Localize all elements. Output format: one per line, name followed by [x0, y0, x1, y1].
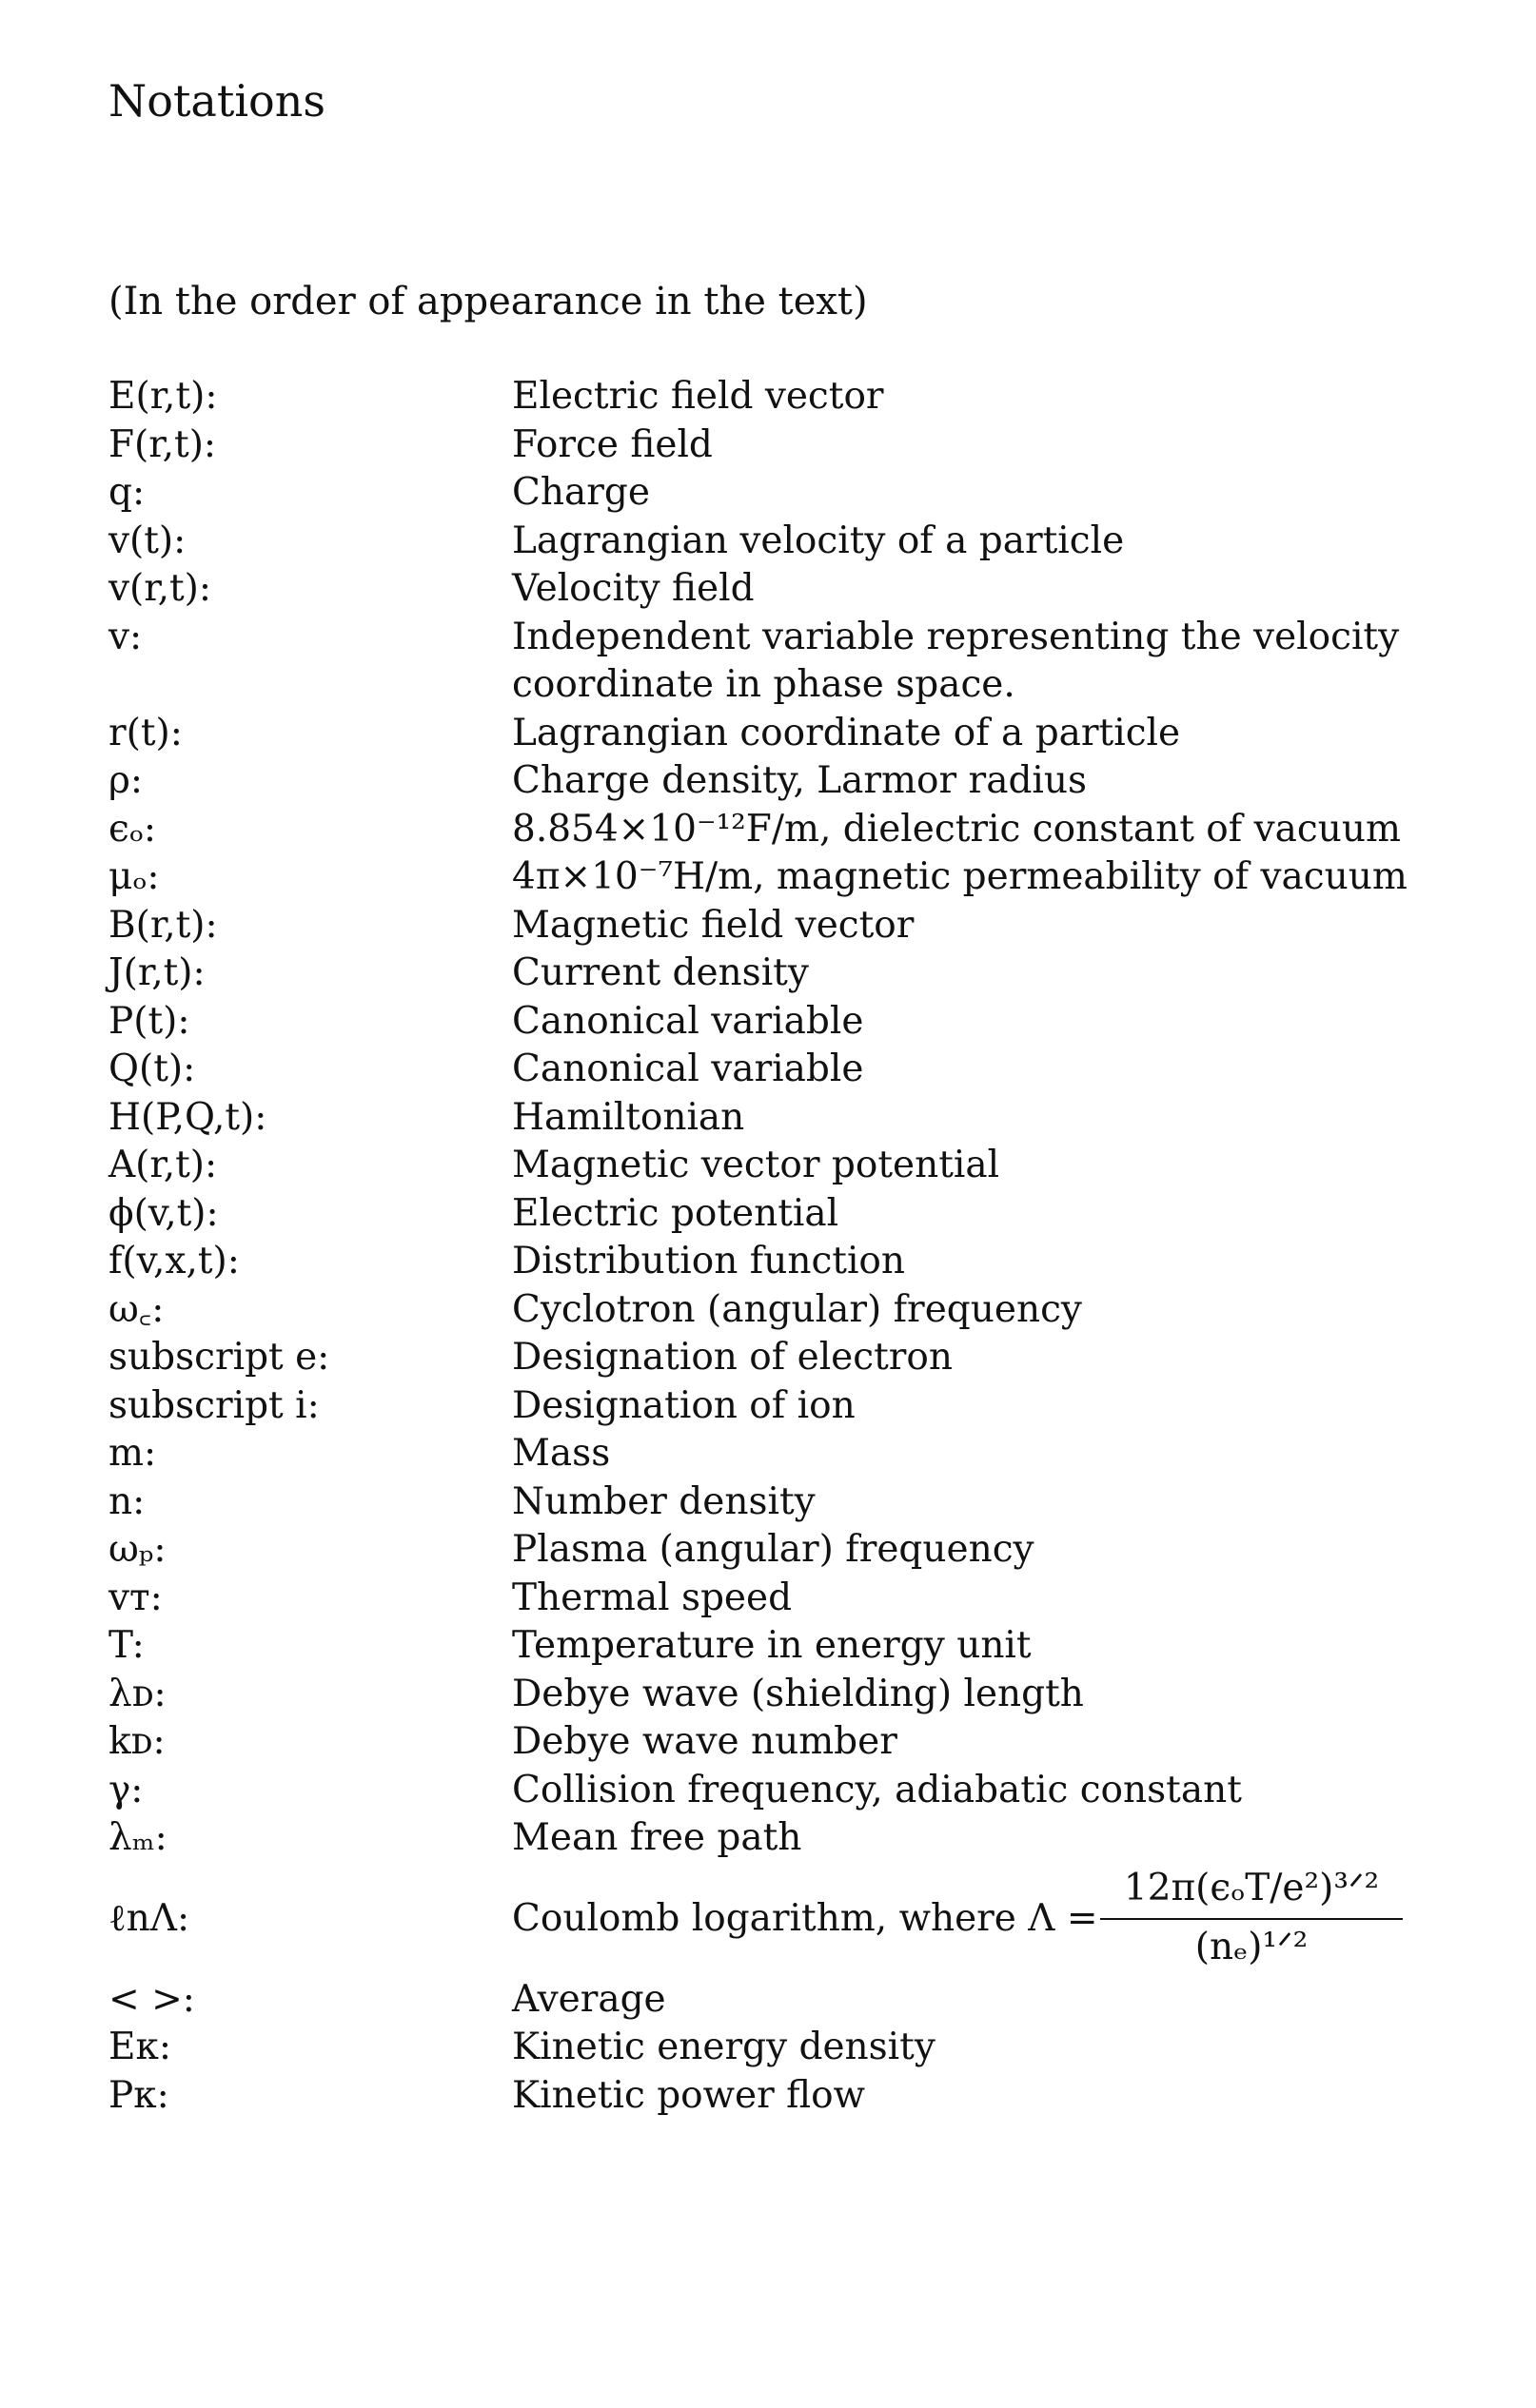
notation-row — [108, 1976, 1517, 2025]
notation-description: Number density — [512, 1479, 816, 1523]
notation-row — [108, 1767, 1517, 1815]
notation-description — [512, 1863, 1536, 1976]
notation-description: 4π×10⁻⁷H/m, magnetic permeability of vacuum — [512, 855, 1408, 898]
notation-symbol: λᴅ: — [108, 1672, 167, 1715]
notation-description: Charge density, Larmor radius — [512, 759, 1088, 802]
notation-description: 8.854×10⁻¹²F/m, dielectric constant of vacuum — [512, 807, 1401, 851]
notation-description: Magnetic vector potential — [512, 1144, 1000, 1186]
notation-row — [108, 1478, 1517, 1527]
coulomb-fraction — [1100, 1863, 1403, 1976]
notation-description: Mass — [512, 1432, 611, 1475]
notation-symbol: μₒ: — [108, 855, 160, 898]
notation-row — [108, 421, 1517, 470]
notation-description: Debye wave number — [512, 1720, 897, 1763]
fraction-bar — [1100, 1918, 1403, 1920]
notation-symbol: J(r,t): — [108, 951, 206, 994]
notation-row — [108, 902, 1517, 950]
notation-symbol: T: — [108, 1624, 145, 1667]
notation-description: Magnetic field vector — [512, 903, 915, 947]
notation-description: Lagrangian velocity of a particle — [512, 519, 1125, 562]
notation-description: Kinetic power flow — [512, 2073, 866, 2117]
notation-row — [108, 1190, 1517, 1239]
notation-symbol: ω꜀: — [108, 1287, 165, 1331]
notation-description: Temperature in energy unit — [512, 1624, 1032, 1667]
page-subtitle: (In the order of appearance in the text) — [108, 280, 868, 323]
notation-list — [108, 373, 1517, 2120]
notation-row — [108, 1718, 1517, 1767]
notation-description: Canonical variable — [512, 999, 864, 1043]
notation-description: Canonical variable — [512, 1047, 864, 1090]
notation-symbol: F(r,t): — [108, 422, 217, 466]
notation-row — [108, 1575, 1517, 1623]
notation-description: Independent variable representing the velocity coordinate in phase space. — [512, 615, 1400, 706]
notation-description: Plasma (angular) frequency — [512, 1528, 1034, 1571]
notation-symbol: ϵₒ: — [108, 807, 157, 851]
notation-row — [108, 1430, 1517, 1478]
notation-description: Thermal speed — [512, 1576, 793, 1619]
notation-row — [108, 1094, 1517, 1143]
notation-symbol: n: — [108, 1479, 146, 1523]
notation-symbol: kᴅ: — [108, 1720, 166, 1763]
coulomb-description-text: Coulomb logarithm, where Λ = — [512, 1896, 1098, 1940]
notation-row — [108, 1286, 1517, 1335]
notation-symbol: Pᴋ: — [108, 2073, 169, 2117]
notation-symbol: ϕ(v,t): — [108, 1191, 219, 1235]
notation-description: Electric field vector — [512, 375, 884, 418]
notation-row — [108, 710, 1517, 758]
notation-symbol: ωₚ: — [108, 1528, 167, 1571]
notation-symbol: q: — [108, 471, 146, 514]
notation-symbol: subscript e: — [108, 1336, 330, 1379]
notation-row — [108, 565, 1517, 614]
notation-row — [108, 2072, 1517, 2121]
notation-description: Kinetic energy density — [512, 2026, 935, 2068]
notation-row — [108, 1334, 1517, 1382]
notation-symbol: f(v,x,t): — [108, 1240, 240, 1282]
notation-row — [108, 806, 1517, 854]
notation-symbol: Eᴋ: — [108, 2026, 171, 2068]
notation-symbol: v: — [108, 615, 143, 658]
notation-symbol: subscript i: — [108, 1383, 320, 1427]
notation-symbol: v(r,t): — [108, 567, 212, 610]
notation-description: Electric potential — [512, 1191, 839, 1235]
notation-row — [108, 1142, 1517, 1190]
notation-symbol: B(r,t): — [108, 903, 218, 947]
notation-row — [108, 469, 1517, 518]
notation-row — [108, 1238, 1517, 1286]
notation-description: Distribution function — [512, 1240, 906, 1282]
notation-row — [108, 853, 1517, 902]
fraction-numerator: 12π(ϵₒT/e²)³ᐟ² — [1123, 1866, 1380, 1909]
notation-symbol: P(t): — [108, 999, 190, 1043]
notation-symbol: ρ: — [108, 759, 144, 802]
notation-description: Designation of ion — [512, 1383, 856, 1427]
notation-description: Designation of electron — [512, 1336, 954, 1379]
notation-row — [108, 373, 1517, 421]
notation-description: Cyclotron (angular) frequency — [512, 1287, 1082, 1331]
notation-row — [108, 757, 1517, 806]
notation-symbol: H(P,Q,t): — [108, 1095, 267, 1139]
coulomb-logarithm-row — [108, 1863, 1517, 1976]
notation-symbol: r(t): — [108, 711, 183, 754]
notation-row — [108, 1382, 1517, 1431]
notation-description: Debye wave (shielding) length — [512, 1672, 1084, 1715]
notation-symbol: Q(t): — [108, 1047, 196, 1090]
notation-symbol: < >: — [108, 1977, 195, 2021]
notation-description: Lagrangian coordinate of a particle — [512, 711, 1181, 754]
notation-row — [108, 1046, 1517, 1094]
page-title: Notations — [108, 75, 325, 127]
notation-symbol: v(t): — [108, 519, 187, 562]
notation-row — [108, 949, 1517, 998]
notation-row — [108, 998, 1517, 1047]
notation-symbol: E(r,t): — [108, 375, 218, 418]
notation-symbol: m: — [108, 1432, 157, 1475]
notation-description: Collision frequency, adiabatic constant — [512, 1768, 1242, 1811]
notation-description: Velocity field — [512, 567, 755, 610]
notation-description: Current density — [512, 951, 809, 994]
notation-description: Hamiltonian — [512, 1095, 745, 1139]
notation-symbol: vᴛ: — [108, 1576, 163, 1619]
notation-description: Force field — [512, 422, 713, 466]
notation-description: Charge — [512, 471, 650, 514]
notation-row — [108, 2024, 1517, 2072]
notation-row — [108, 1671, 1517, 1719]
notation-symbol: A(r,t): — [108, 1144, 218, 1186]
notation-row — [108, 1622, 1517, 1671]
notation-row — [108, 518, 1517, 566]
fraction-denominator: (nₑ)¹ᐟ² — [1194, 1925, 1309, 1968]
notation-symbol: γ: — [108, 1768, 144, 1811]
notation-description: Mean free path — [512, 1816, 802, 1859]
notation-row — [108, 1814, 1517, 1863]
notation-description: Average — [512, 1977, 666, 2021]
notation-row — [108, 1526, 1517, 1575]
notation-symbol: ℓnΛ: — [108, 1896, 190, 1940]
notation-row — [108, 614, 1517, 710]
notation-symbol: λₘ: — [108, 1816, 167, 1859]
